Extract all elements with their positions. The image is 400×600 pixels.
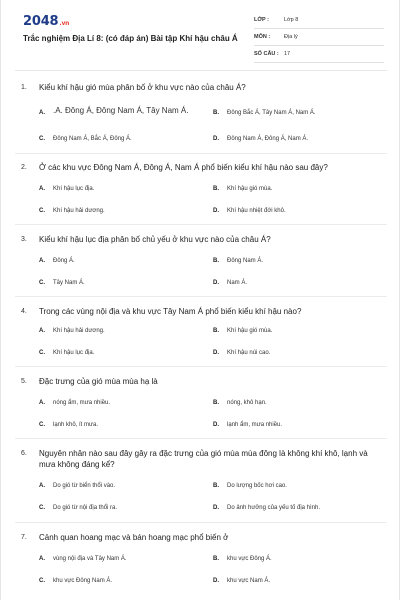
option-text: Khí hậu hải dương. bbox=[53, 328, 105, 334]
question-text: Kiểu khí hậu gió mùa phân bố ở khu vực nào của châu Á? bbox=[39, 83, 246, 92]
question-divider bbox=[15, 224, 387, 225]
option-text: Khí hậu gió mùa. bbox=[227, 186, 273, 192]
option-letter: A. bbox=[39, 186, 45, 192]
option-text: Do gió từ biển thổi vào. bbox=[53, 483, 116, 489]
question-number: 5. bbox=[21, 378, 27, 385]
option-text: Tây Nam Á. bbox=[53, 280, 85, 286]
option-text: Khí hậu lục địa. bbox=[53, 350, 95, 356]
site-logo[interactable] bbox=[23, 14, 69, 29]
option-text: Đông Nam Á, Bắc Á, Đông Á. bbox=[53, 136, 132, 142]
question-number: 2. bbox=[21, 164, 27, 171]
option-text: Do ảnh hưởng của yếu tố địa hình. bbox=[227, 505, 321, 511]
option-text: Do lượng bốc hơi cao. bbox=[227, 483, 287, 489]
option-text: lạnh khô, ít mưa. bbox=[53, 422, 99, 428]
option-text: Nam Á. bbox=[227, 280, 248, 286]
question-divider bbox=[15, 366, 387, 367]
question-divider bbox=[15, 153, 387, 154]
option-text: Đông Bắc Á, Tây Nam Á, Nam Á. bbox=[227, 110, 316, 116]
question-text: Đặc trưng của gió mùa mùa hạ là bbox=[39, 377, 158, 386]
meta-value: Lớp 8 bbox=[284, 17, 299, 23]
option-letter: B. bbox=[213, 186, 219, 192]
question-number: 3. bbox=[21, 236, 27, 243]
question-number: 1. bbox=[21, 84, 27, 91]
option-letter: D. bbox=[213, 280, 219, 286]
option-text: Khí hậu lục địa. bbox=[53, 186, 95, 192]
option-text: Do gió từ nội địa thổi ra. bbox=[53, 505, 118, 511]
option-letter: D. bbox=[213, 136, 219, 142]
page-title: Trắc nghiệm Địa Lí 8: (có đáp án) Bài tập Khí hậu châu Á bbox=[23, 34, 238, 43]
question-number: 7. bbox=[21, 534, 27, 541]
option-letter: A. bbox=[39, 258, 45, 264]
option-letter: B. bbox=[213, 258, 219, 264]
option-text: vùng nội địa và Tây Nam Á. bbox=[53, 556, 127, 562]
meta-key: SỐ CÂU : bbox=[254, 51, 279, 57]
meta-row-grade bbox=[254, 15, 384, 29]
option-letter: B. bbox=[213, 556, 219, 562]
meta-value: 17 bbox=[284, 51, 291, 57]
option-text: nóng, khô hạn. bbox=[227, 400, 267, 406]
option-letter: B. bbox=[213, 483, 219, 489]
option-letter: C. bbox=[39, 422, 45, 428]
option-text: khu vực Đông Á. bbox=[227, 556, 272, 562]
option-text: Đông Á. bbox=[53, 258, 75, 264]
option-letter: D. bbox=[213, 350, 219, 356]
option-letter: D. bbox=[213, 578, 219, 584]
option-text: .A. Đông Á, Đông Nam Á, Tây Nam Á. bbox=[53, 106, 189, 115]
question-divider bbox=[15, 438, 387, 439]
option-text: nóng ẩm, mưa nhiều. bbox=[53, 400, 111, 406]
option-letter: D. bbox=[213, 208, 219, 214]
option-letter: B. bbox=[213, 110, 219, 116]
option-letter: C. bbox=[39, 350, 45, 356]
option-letter: D. bbox=[213, 422, 219, 428]
question-number: 4. bbox=[21, 308, 27, 315]
option-letter: D. bbox=[213, 505, 219, 511]
question-text: Kiểu khí hậu lục địa phân bố chủ yếu ở khu vực nào của châu Á? bbox=[39, 235, 271, 244]
option-letter: C. bbox=[39, 136, 45, 142]
option-letter: A. bbox=[39, 556, 45, 562]
logo-domain: .vn bbox=[59, 20, 70, 27]
header-divider bbox=[15, 70, 387, 71]
option-letter: C. bbox=[39, 505, 45, 511]
option-letter: A. bbox=[39, 328, 45, 334]
option-text: Khí hậu núi cao. bbox=[227, 350, 271, 356]
option-text: Khí hậu gió mùa. bbox=[227, 328, 273, 334]
meta-key: LỚP : bbox=[254, 17, 269, 23]
option-letter: A. bbox=[39, 483, 45, 489]
option-letter: C. bbox=[39, 280, 45, 286]
option-text: Đông Nam Á. bbox=[227, 258, 264, 264]
page-header bbox=[1, 0, 400, 70]
option-text: Đông Nam Á, Đông Á, Nam Á. bbox=[227, 136, 309, 142]
option-text: lạnh ẩm, mưa nhiều. bbox=[227, 422, 283, 428]
question-number: 6. bbox=[21, 450, 27, 457]
question-divider bbox=[15, 522, 387, 523]
option-letter: C. bbox=[39, 208, 45, 214]
question-text: Cảnh quan hoang mạc và bán hoang mạc phổ biến ở bbox=[39, 533, 229, 542]
option-letter: A. bbox=[39, 400, 45, 406]
option-letter: B. bbox=[213, 328, 219, 334]
option-text: khu vực Đông Nam Á. bbox=[53, 578, 113, 584]
option-text: khu vực Nam Á. bbox=[227, 578, 271, 584]
logo-text: 2048 bbox=[23, 14, 59, 29]
option-letter: B. bbox=[213, 400, 219, 406]
meta-value: Địa lý bbox=[284, 34, 298, 40]
option-text: Khí hậu hải dương. bbox=[53, 208, 105, 214]
meta-info bbox=[254, 15, 384, 66]
meta-key: MÔN : bbox=[254, 34, 271, 40]
question-divider bbox=[15, 296, 387, 297]
option-letter: C. bbox=[39, 578, 45, 584]
meta-row-subject bbox=[254, 32, 384, 46]
question-text: Ở các khu vực Đông Nam Á, Đông Á, Nam Á phổ biến kiểu khí hậu nào sau đây? bbox=[39, 163, 328, 172]
question-text: Nguyên nhân nào sau đây gây ra đặc trưng của gió mùa mùa đông là không khí khô, lạnh và mưa không đáng kể? bbox=[39, 449, 368, 469]
question-text: Trong các vùng nội địa và khu vực Tây Nam Á phổ biến kiểu khí hậu nào? bbox=[39, 307, 302, 316]
option-text: Khí hậu nhiệt đới khô. bbox=[227, 208, 286, 214]
option-letter: A. bbox=[39, 110, 45, 116]
meta-row-count bbox=[254, 49, 384, 63]
